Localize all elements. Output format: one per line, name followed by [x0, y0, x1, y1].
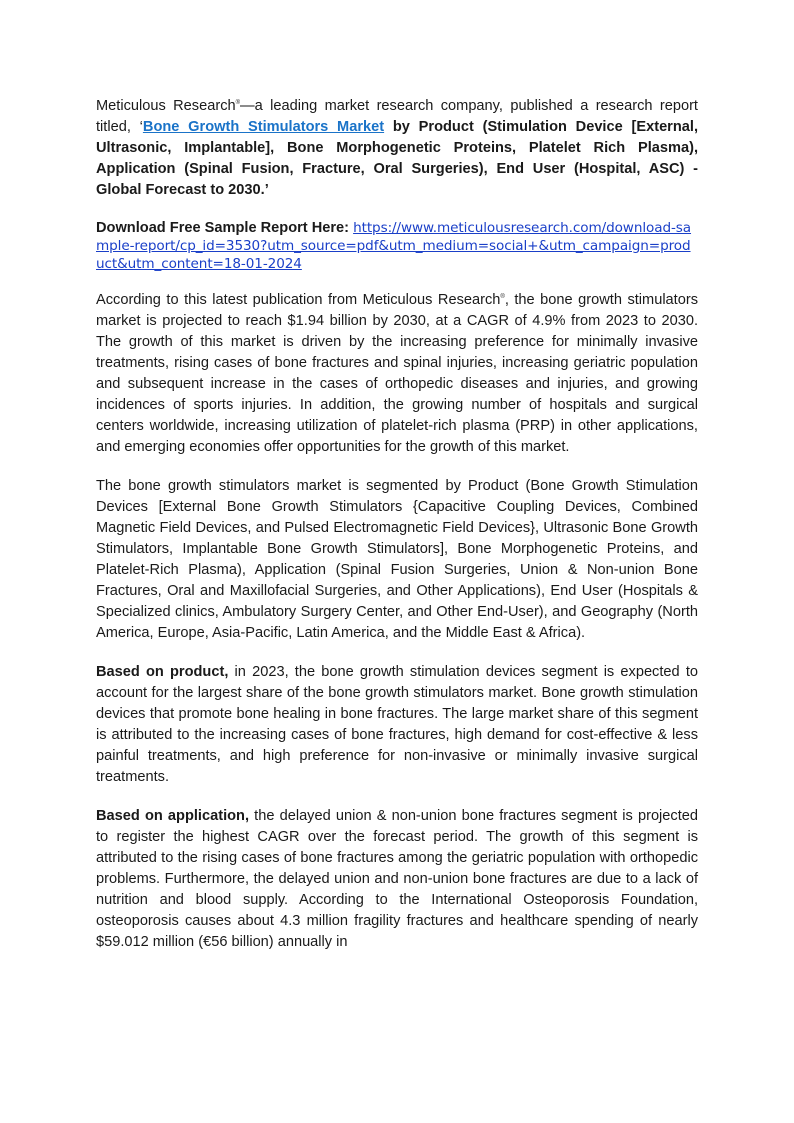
- intro-text: —a leading market research company, published a research report titled, ‘: [96, 98, 698, 135]
- paragraph-segmentation: The bone growth stimulators market is segmented by Product (Bone Growth Stimulation Devices [External Bone Growth Stimulators {Capacitive Coupling Devices, Combined Magnetic Field Devices, and Pulsed Electromagnetic Field Devices}, Ultrasonic Bone Growth Stimulators, Implantable Bone Growth Stimulators], Bone Morphogenetic Proteins, and Platelet-Rich Plasma), Application (Spinal Fusion Surgeries, Union & Non-union Bone Fractures, Oral and Maxillofacial Surgeries, and Other Applications), End User (Hospitals & Specialized clinics, Ambulatory Surgery Center, and Other End-User), and Geography (North America, Europe, Asia-Pacific, Latin America, and the Middle East & Africa).: [96, 478, 698, 641]
- company-name: Meticulous Research: [96, 98, 236, 114]
- registered-mark: ®: [235, 100, 241, 107]
- download-sample-line: [96, 219, 698, 273]
- paragraph-by-product: [96, 662, 698, 788]
- report-title: by Product (Stimulation Device [External, Ultrasonic, Implantable], Bone Morphogenetic Proteins, Platelet Rich Plasma), Application (Spinal Fusion, Fracture, Oral Surgeries), End User (Hospital, ASC) - Global Forecast to 2030.’: [96, 119, 699, 198]
- market-report-link[interactable]: Bone Growth Stimulators Market: [142, 119, 385, 135]
- by-product-text: in 2023, the bone growth stimulation devices segment is expected to account for the largest share of the bone growth stimulators market. Bone growth stimulation devices that promote bone healing in bone fractures. The large market share of this segment is attributed to the increasing cases of bone fractures, high demand for cost-effective & less painful treatments, and high preference for non-invasive or minimally invasive surgical treatments.: [96, 664, 699, 785]
- paragraph-by-application: [96, 806, 698, 953]
- registered-mark: ®: [500, 294, 505, 301]
- document-page: [96, 96, 698, 971]
- paragraph-market-overview: [96, 290, 698, 458]
- download-sample-link[interactable]: https://www.meticulousresearch.com/download-sample-report/cp_id=3530?utm_source=pdf&utm_medium=social+&utm_campaign=product&utm_content=18-01-2024: [96, 220, 692, 272]
- overview-text-start: According to this latest publication from Meticulous Research: [96, 292, 501, 308]
- overview-text-rest: , the bone growth stimulators market is projected to reach $1.94 billion by 2030, at a CAGR of 4.9% from 2023 to 2030. The growth of this market is driven by the increasing preference for minimally invasive treatments, rising cases of bone fractures and spinal injuries, increasing geriatric population and subsequent increase in the cases of orthopedic diseases and injuries, and growing incidences of sports injuries. In addition, the growing number of hospitals and surgical centers worldwide, increasing utilization of platelet-rich plasma (PRP) in other applications, and emerging economies offer opportunities for the growth of this market.: [96, 292, 699, 455]
- by-application-text: the delayed union & non-union bone fractures segment is projected to register the highest CAGR over the forecast period. The growth of this segment is attributed to the rising cases of bone fractures among the geriatric population with orthopedic problems. Furthermore, the delayed union and non-union bone fractures are due to a lack of nutrition and blood supply. According to the International Osteoporosis Foundation, osteoporosis causes about 4.3 million fragility fractures and healthcare spending of nearly $59.012 million (€56 billion) annually in: [96, 808, 698, 950]
- intro-paragraph: [96, 96, 698, 201]
- by-application-heading: Based on application,: [96, 808, 250, 824]
- download-label: Download Free Sample Report Here:: [96, 220, 350, 236]
- by-product-heading: Based on product,: [96, 664, 229, 680]
